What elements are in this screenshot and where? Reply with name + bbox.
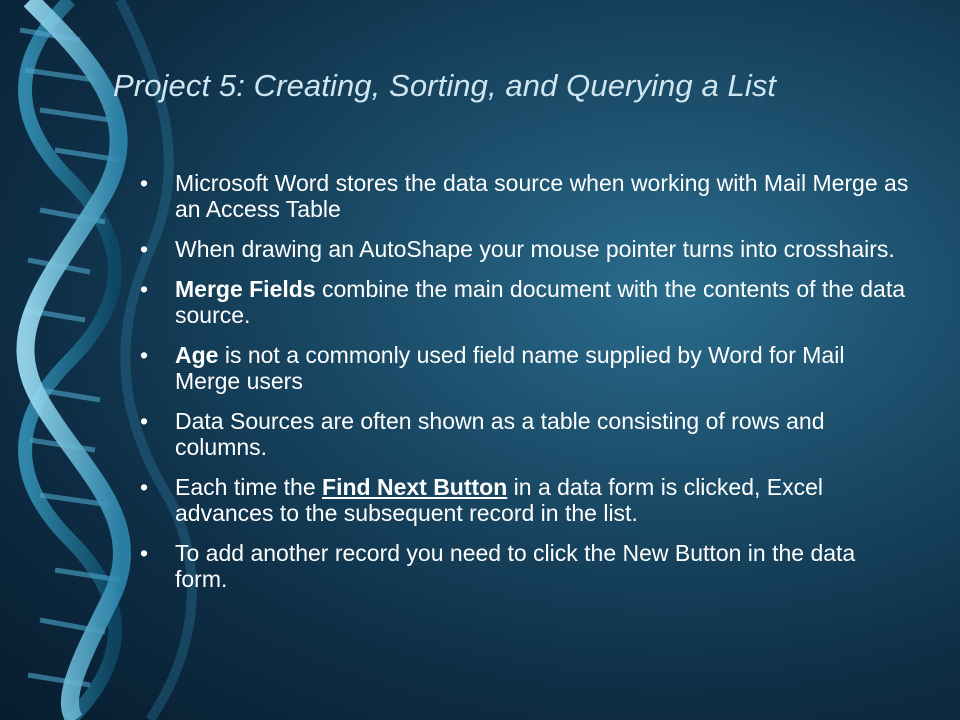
slide-title: Project 5: Creating, Sorting, and Querying a List — [113, 68, 777, 103]
bullet-emphasis: Merge Fields — [175, 276, 316, 302]
bullet-text: When drawing an AutoShape your mouse pointer turns into crosshairs. — [175, 236, 895, 262]
bullet-text: is not a commonly used field name supplied by Word for Mail Merge users — [175, 342, 845, 394]
list-item — [140, 236, 910, 262]
list-item — [140, 474, 910, 526]
bullet-text: in a data form is clicked, Excel advances to the subsequent record in the list. — [175, 474, 824, 526]
list-item — [140, 342, 910, 394]
bullet-list — [140, 170, 910, 606]
find-next-button-link[interactable]: Find Next Button — [322, 474, 508, 500]
bullet-text: Microsoft Word stores the data source when working with Mail Merge as an Access Table — [175, 170, 909, 222]
list-item — [140, 540, 910, 592]
bullet-emphasis: Age — [175, 342, 219, 368]
bullet-text: To add another record you need to click the New Button in the data form. — [175, 540, 856, 592]
list-item — [140, 276, 910, 328]
bullet-text: Each time the — [175, 474, 323, 500]
bullet-text: combine the main document with the contents of the data source. — [175, 276, 906, 328]
bullet-text: Data Sources are often shown as a table consisting of rows and columns. — [175, 408, 825, 460]
list-item — [140, 170, 910, 222]
list-item — [140, 408, 910, 460]
